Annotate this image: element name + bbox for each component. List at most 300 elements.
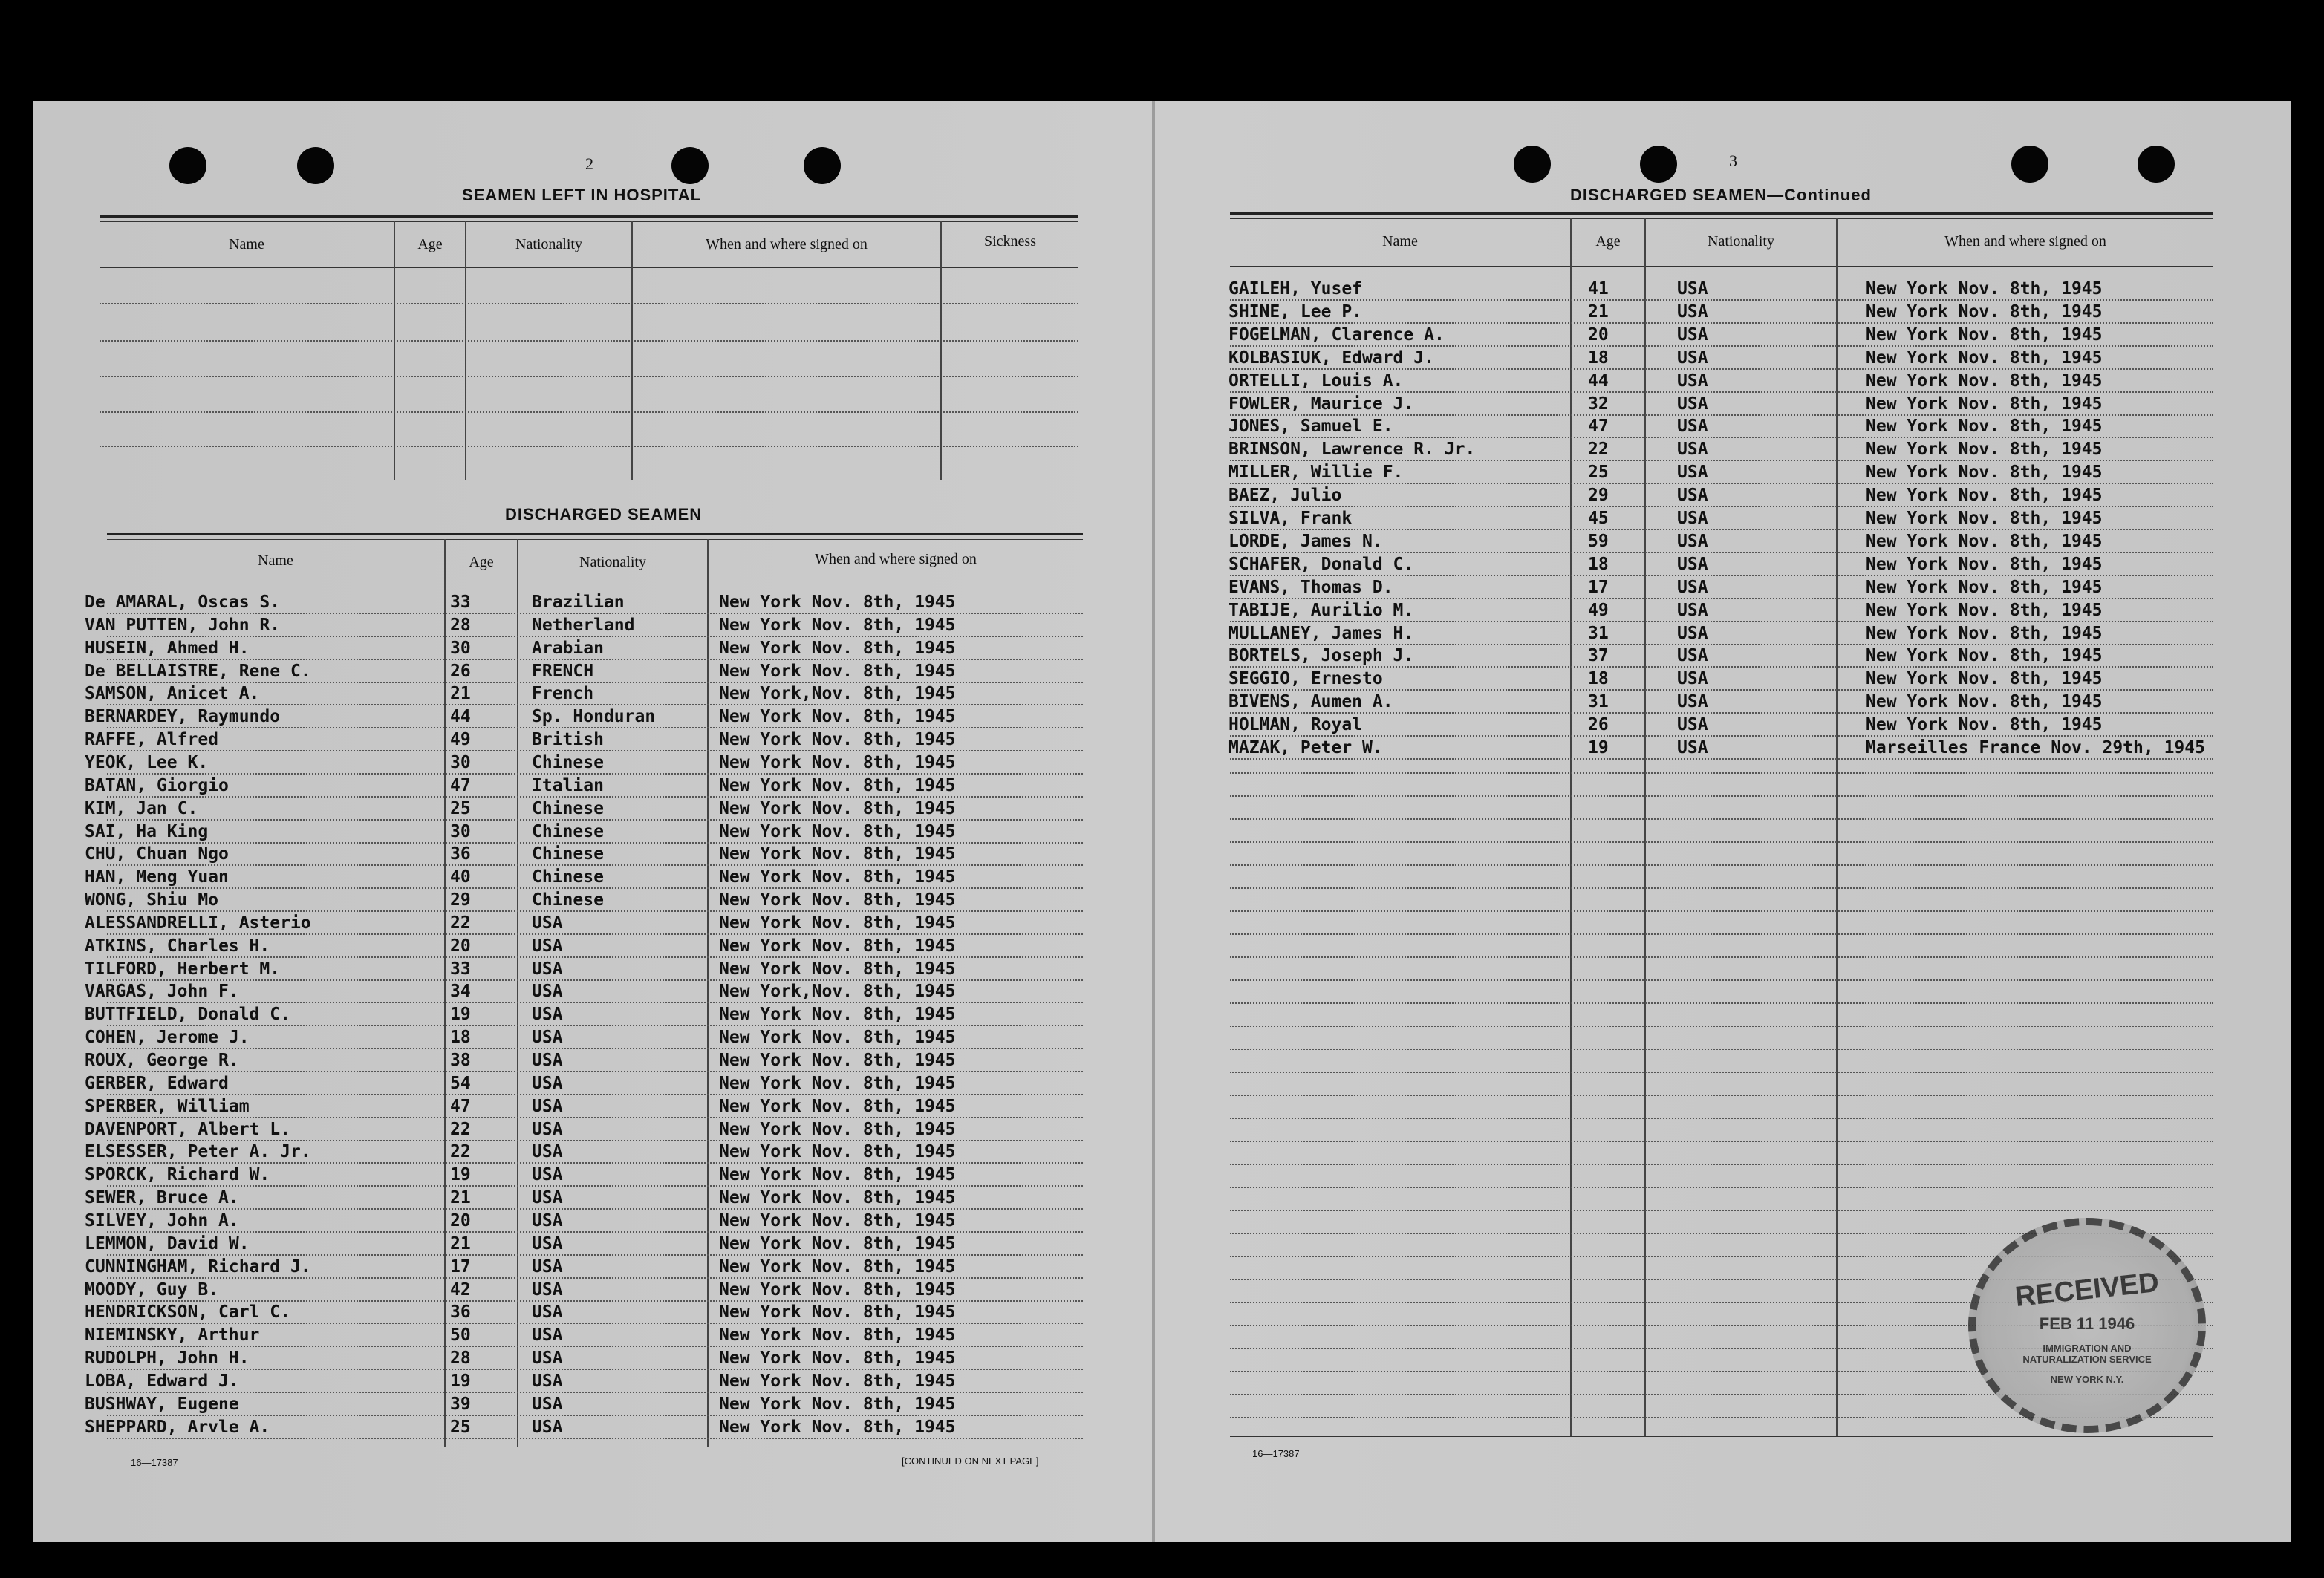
stamp-location: NEW YORK N.Y. <box>2050 1374 2124 1385</box>
discharged-col-divider <box>517 539 518 1447</box>
row-dotted-rule <box>1230 529 2213 530</box>
seaman-nationality: USA <box>1677 646 1708 666</box>
seaman-name: HAN, Meng Yuan <box>85 867 229 887</box>
hospital-table-top-rule <box>100 215 1078 218</box>
row-dotted-rule <box>107 1048 1083 1049</box>
row-dotted-rule <box>1230 345 2213 347</box>
seaman-name: ATKINS, Charles H. <box>85 936 270 956</box>
seaman-age: 30 <box>450 752 471 772</box>
form-number: 16—17387 <box>131 1457 178 1468</box>
continued-header-rule <box>1230 266 2213 267</box>
seaman-age: 40 <box>450 867 471 887</box>
hospital-table-top-rule-2 <box>100 221 1078 222</box>
seaman-signed-on: New York Nov. 8th, 1945 <box>719 867 956 887</box>
seaman-age: 49 <box>1588 600 1609 620</box>
seaman-age: 47 <box>450 1096 471 1116</box>
seaman-age: 38 <box>450 1051 471 1070</box>
seaman-name: VAN PUTTEN, John R. <box>85 615 281 635</box>
seaman-name: LEMMON, David W. <box>85 1233 250 1253</box>
seaman-age: 50 <box>450 1326 471 1346</box>
seaman-nationality: Netherland <box>532 615 635 635</box>
seaman-signed-on: New York Nov. 8th, 1945 <box>719 1051 956 1070</box>
continued-col-divider <box>1836 218 1838 1436</box>
seaman-age: 34 <box>450 982 471 1002</box>
row-dotted-rule <box>107 1071 1083 1072</box>
seaman-signed-on: New York Nov. 8th, 1945 <box>719 638 956 658</box>
seaman-nationality: USA <box>1677 554 1708 574</box>
blank-dotted-rule <box>1230 795 2213 797</box>
seaman-age: 54 <box>450 1073 471 1093</box>
seaman-age: 19 <box>450 1165 471 1185</box>
row-dotted-rule <box>1230 368 2213 370</box>
row-dotted-rule <box>107 636 1083 637</box>
seaman-name: SHEPPARD, Arvle A. <box>85 1417 270 1437</box>
hospital-col-divider <box>465 221 466 480</box>
seaman-name: SAMSON, Anicet A. <box>85 684 260 704</box>
seaman-name: De AMARAL, Oscas S. <box>85 593 281 612</box>
seaman-signed-on: New York Nov. 8th, 1945 <box>719 913 956 933</box>
row-dotted-rule <box>107 1117 1083 1118</box>
row-dotted-rule <box>107 1438 1083 1439</box>
seaman-signed-on: New York Nov. 8th, 1945 <box>719 1188 956 1208</box>
row-dotted-rule <box>107 887 1083 889</box>
continued-col-name: Name <box>1382 233 1418 250</box>
seaman-name: GERBER, Edward <box>85 1073 229 1093</box>
row-dotted-rule <box>1230 712 2213 714</box>
blank-dotted-rule <box>1230 864 2213 866</box>
seaman-nationality: Chinese <box>532 752 604 772</box>
seaman-name: SAI, Ha King <box>85 821 209 841</box>
continued-bottom-rule <box>1230 1436 2213 1437</box>
seaman-name: ORTELLI, Louis A. <box>1228 371 1404 391</box>
seaman-signed-on: New York Nov. 8th, 1945 <box>719 890 956 910</box>
seaman-nationality: USA <box>532 959 563 979</box>
row-dotted-rule <box>107 1025 1083 1026</box>
seaman-name: DAVENPORT, Albert L. <box>85 1119 290 1139</box>
seaman-nationality: USA <box>532 1051 563 1070</box>
seaman-nationality: USA <box>532 1256 563 1277</box>
seaman-signed-on: New York Nov. 8th, 1945 <box>1866 394 2103 414</box>
punch-hole <box>2011 146 2048 183</box>
row-dotted-rule <box>107 933 1083 935</box>
seaman-signed-on: New York Nov. 8th, 1945 <box>719 1302 956 1323</box>
seaman-name: SILVA, Frank <box>1228 509 1353 528</box>
seaman-nationality: USA <box>532 1073 563 1093</box>
punch-hole <box>169 147 206 184</box>
seaman-nationality: USA <box>532 1394 563 1414</box>
seaman-name: VARGAS, John F. <box>85 982 239 1002</box>
seaman-name: SEWER, Bruce A. <box>85 1188 239 1208</box>
punch-hole <box>1640 146 1677 183</box>
seaman-nationality: USA <box>532 913 563 933</box>
seaman-nationality: USA <box>532 1142 563 1162</box>
seaman-name: ALESSANDRELLI, Asterio <box>85 913 311 933</box>
seaman-nationality: Chinese <box>532 867 604 887</box>
seaman-nationality: French <box>532 684 594 704</box>
seaman-nationality: USA <box>532 1349 563 1369</box>
seaman-signed-on: New York Nov. 8th, 1945 <box>719 1417 956 1437</box>
row-dotted-rule <box>1230 758 2213 760</box>
seaman-age: 19 <box>1588 738 1609 757</box>
seaman-age: 20 <box>1588 325 1609 345</box>
blank-dotted-rule <box>1230 1141 2213 1142</box>
seaman-signed-on: New York Nov. 8th, 1945 <box>719 1256 956 1277</box>
seaman-signed-on: New York Nov. 8th, 1945 <box>719 1005 956 1025</box>
received-stamp <box>1968 1218 2206 1433</box>
row-dotted-rule <box>107 1140 1083 1141</box>
seaman-nationality: USA <box>532 1371 563 1391</box>
hospital-blank-line <box>100 340 1078 342</box>
row-dotted-rule <box>107 1346 1083 1347</box>
hospital-col-nationality: Nationality <box>515 236 582 252</box>
seaman-nationality: USA <box>532 1188 563 1208</box>
hospital-col-divider <box>940 221 942 480</box>
page-number: 3 <box>1729 151 1737 170</box>
seaman-signed-on: New York Nov. 8th, 1945 <box>719 1279 956 1300</box>
seaman-name: MAZAK, Peter W. <box>1228 738 1383 757</box>
seaman-signed-on: New York Nov. 8th, 1945 <box>719 615 956 635</box>
discharged-table-top-rule <box>107 533 1083 535</box>
row-dotted-rule <box>107 1415 1083 1416</box>
seaman-nationality: USA <box>532 1119 563 1139</box>
seaman-age: 33 <box>450 593 471 612</box>
seaman-name: HOLMAN, Royal <box>1228 715 1363 735</box>
seaman-age: 18 <box>1588 669 1609 689</box>
seaman-nationality: USA <box>1677 348 1708 368</box>
seaman-name: LORDE, James N. <box>1228 531 1383 551</box>
row-dotted-rule <box>1230 437 2213 438</box>
seaman-name: FOWLER, Maurice J. <box>1228 394 1414 414</box>
seaman-name: KIM, Jan C. <box>85 798 198 818</box>
seaman-name: KOLBASIUK, Edward J. <box>1228 348 1434 368</box>
page-number: 2 <box>585 154 593 173</box>
row-dotted-rule <box>107 1185 1083 1187</box>
row-dotted-rule <box>1230 735 2213 737</box>
seaman-name: NIEMINSKY, Arthur <box>85 1326 260 1346</box>
seaman-signed-on: New York Nov. 8th, 1945 <box>1866 669 2103 689</box>
seaman-age: 30 <box>450 638 471 658</box>
row-dotted-rule <box>107 659 1083 660</box>
seaman-name: HENDRICKSON, Carl C. <box>85 1302 290 1323</box>
row-dotted-rule <box>1230 575 2213 576</box>
row-dotted-rule <box>1230 621 2213 622</box>
seaman-name: SCHAFER, Donald C. <box>1228 554 1414 574</box>
punch-hole <box>804 147 841 184</box>
seaman-signed-on: New York Nov. 8th, 1945 <box>719 936 956 956</box>
seaman-age: 20 <box>450 936 471 956</box>
seaman-name: LOBA, Edward J. <box>85 1371 239 1391</box>
seaman-nationality: Arabian <box>532 638 604 658</box>
continued-section-title: DISCHARGED SEAMEN—Continued <box>1570 186 1872 204</box>
seaman-name: SEGGIO, Ernesto <box>1228 669 1383 689</box>
row-dotted-rule <box>1230 322 2213 324</box>
punch-hole <box>2138 146 2175 183</box>
seaman-age: 32 <box>1588 394 1609 414</box>
discharged-section-title: DISCHARGED SEAMEN <box>505 505 703 524</box>
seaman-signed-on: New York Nov. 8th, 1945 <box>719 1119 956 1139</box>
punch-hole <box>1514 146 1551 183</box>
seaman-age: 25 <box>450 1417 471 1437</box>
seaman-nationality: USA <box>1677 486 1708 506</box>
seaman-nationality: USA <box>532 1005 563 1025</box>
seaman-age: 36 <box>450 1302 471 1323</box>
seaman-name: CUNNINGHAM, Richard J. <box>85 1256 311 1277</box>
seaman-nationality: USA <box>532 1417 563 1437</box>
seaman-signed-on: New York,Nov. 8th, 1945 <box>719 982 956 1002</box>
discharged-table-top-rule-2 <box>107 539 1083 540</box>
seaman-nationality: USA <box>532 1233 563 1253</box>
seaman-nationality: USA <box>1677 440 1708 460</box>
seaman-name: BAEZ, Julio <box>1228 486 1342 506</box>
seaman-nationality: USA <box>532 1165 563 1185</box>
discharged-col-age: Age <box>469 554 494 570</box>
seaman-nationality: USA <box>532 1326 563 1346</box>
row-dotted-rule <box>107 1162 1083 1164</box>
row-dotted-rule <box>1230 666 2213 668</box>
seaman-age: 22 <box>1588 440 1609 460</box>
seaman-name: FOGELMAN, Clarence A. <box>1228 325 1445 345</box>
seaman-name: SHINE, Lee P. <box>1228 301 1363 322</box>
row-dotted-rule <box>107 773 1083 775</box>
seaman-nationality: Sp. Honduran <box>532 707 656 727</box>
seaman-signed-on: New York Nov. 8th, 1945 <box>719 1349 956 1369</box>
seaman-signed-on: New York Nov. 8th, 1945 <box>1866 715 2103 735</box>
seaman-signed-on: New York Nov. 8th, 1945 <box>719 1210 956 1230</box>
stamp-agency: IMMIGRATION AND NATURALIZATION SERVICE <box>2022 1343 2152 1365</box>
seaman-age: 21 <box>1588 301 1609 322</box>
seaman-age: 45 <box>1588 509 1609 528</box>
blank-dotted-rule <box>1230 1095 2213 1096</box>
seaman-nationality: FRENCH <box>532 661 594 681</box>
seaman-nationality: Italian <box>532 775 604 795</box>
seaman-age: 33 <box>450 959 471 979</box>
seaman-name: SILVEY, John A. <box>85 1210 239 1230</box>
blank-dotted-rule <box>1230 841 2213 843</box>
row-dotted-rule <box>107 796 1083 798</box>
seaman-age: 21 <box>450 684 471 704</box>
seaman-name: SPERBER, William <box>85 1096 250 1116</box>
seaman-age: 47 <box>1588 417 1609 437</box>
hospital-col-sickness: Sickness <box>984 233 1036 250</box>
seaman-age: 41 <box>1588 279 1609 299</box>
seaman-age: 59 <box>1588 531 1609 551</box>
seaman-nationality: USA <box>532 936 563 956</box>
seaman-signed-on: New York Nov. 8th, 1945 <box>719 1073 956 1093</box>
row-dotted-rule <box>107 1231 1083 1233</box>
hospital-blank-line <box>100 411 1078 413</box>
seaman-age: 28 <box>450 615 471 635</box>
seaman-nationality: USA <box>532 1096 563 1116</box>
seaman-name: JONES, Samuel E. <box>1228 417 1393 437</box>
seaman-age: 31 <box>1588 623 1609 643</box>
blank-dotted-rule <box>1230 1072 2213 1073</box>
hospital-col-name: Name <box>229 236 264 252</box>
seaman-name: BUTTFIELD, Donald C. <box>85 1005 290 1025</box>
seaman-age: 44 <box>450 707 471 727</box>
seaman-age: 37 <box>1588 646 1609 666</box>
seaman-nationality: USA <box>1677 371 1708 391</box>
continued-col-divider <box>1570 218 1572 1436</box>
row-dotted-rule <box>107 1002 1083 1003</box>
blank-dotted-rule <box>1230 1118 2213 1119</box>
seaman-signed-on: New York Nov. 8th, 1945 <box>719 1165 956 1185</box>
seaman-name: MOODY, Guy B. <box>85 1279 219 1300</box>
seaman-age: 17 <box>1588 577 1609 597</box>
blank-dotted-rule <box>1230 979 2213 981</box>
seaman-name: HUSEIN, Ahmed H. <box>85 638 250 658</box>
seaman-name: ELSESSER, Peter A. Jr. <box>85 1142 311 1162</box>
seaman-age: 22 <box>450 1119 471 1139</box>
row-dotted-rule <box>1230 598 2213 599</box>
seaman-signed-on: New York Nov. 8th, 1945 <box>719 707 956 727</box>
seaman-nationality: USA <box>1677 463 1708 483</box>
seaman-name: COHEN, Jerome J. <box>85 1028 250 1048</box>
continued-note: [CONTINUED ON NEXT PAGE] <box>902 1455 1039 1467</box>
row-dotted-rule <box>107 1392 1083 1393</box>
seaman-signed-on: New York Nov. 8th, 1945 <box>719 593 956 612</box>
row-dotted-rule <box>1230 414 2213 416</box>
continued-col-signed-on: When and where signed on <box>1944 233 2106 250</box>
row-dotted-rule <box>107 910 1083 912</box>
seaman-name: De BELLAISTRE, Rene C. <box>85 661 311 681</box>
seaman-name: BATAN, Giorgio <box>85 775 229 795</box>
seaman-age: 19 <box>450 1371 471 1391</box>
seaman-nationality: USA <box>532 982 563 1002</box>
seaman-nationality: USA <box>532 1279 563 1300</box>
seaman-signed-on: New York Nov. 8th, 1945 <box>1866 348 2103 368</box>
seaman-name: BIVENS, Aumen A. <box>1228 692 1393 712</box>
row-dotted-rule <box>1230 391 2213 393</box>
seaman-nationality: Brazilian <box>532 593 625 612</box>
seaman-name: SPORCK, Richard W. <box>85 1165 270 1185</box>
continued-col-nationality: Nationality <box>1708 233 1774 250</box>
seaman-signed-on: New York Nov. 8th, 1945 <box>1866 554 2103 574</box>
row-dotted-rule <box>107 750 1083 751</box>
hospital-section-title: SEAMEN LEFT IN HOSPITAL <box>462 186 702 204</box>
seaman-nationality: USA <box>1677 417 1708 437</box>
seaman-signed-on: New York Nov. 8th, 1945 <box>719 1096 956 1116</box>
seaman-nationality: USA <box>532 1302 563 1323</box>
blank-dotted-rule <box>1230 956 2213 958</box>
continued-table-top-rule <box>1230 212 2213 215</box>
seaman-nationality: USA <box>1677 301 1708 322</box>
blank-dotted-rule <box>1230 1049 2213 1050</box>
hospital-blank-line <box>100 376 1078 377</box>
seaman-signed-on: New York Nov. 8th, 1945 <box>1866 325 2103 345</box>
hospital-col-divider <box>631 221 633 480</box>
row-dotted-rule <box>1230 299 2213 301</box>
punch-hole <box>297 147 334 184</box>
row-dotted-rule <box>107 727 1083 728</box>
seaman-nationality: USA <box>1677 669 1708 689</box>
seaman-signed-on: New York Nov. 8th, 1945 <box>1866 463 2103 483</box>
hospital-col-divider <box>394 221 395 480</box>
seaman-signed-on: New York Nov. 8th, 1945 <box>719 1326 956 1346</box>
seaman-age: 39 <box>450 1394 471 1414</box>
hospital-col-signed-on: When and where signed on <box>706 236 868 252</box>
page-fold <box>1152 101 1155 1542</box>
seaman-age: 26 <box>450 661 471 681</box>
seaman-age: 25 <box>1588 463 1609 483</box>
seaman-name: GAILEH, Yusef <box>1228 279 1363 299</box>
seaman-nationality: Chinese <box>532 821 604 841</box>
form-number: 16—17387 <box>1252 1448 1300 1459</box>
seaman-signed-on: New York Nov. 8th, 1945 <box>719 1233 956 1253</box>
seaman-signed-on: New York Nov. 8th, 1945 <box>1866 371 2103 391</box>
seaman-nationality: USA <box>532 1210 563 1230</box>
seaman-nationality: USA <box>532 1028 563 1048</box>
seaman-name: WONG, Shiu Mo <box>85 890 219 910</box>
seaman-signed-on: New York Nov. 8th, 1945 <box>1866 417 2103 437</box>
row-dotted-rule <box>1230 552 2213 553</box>
seaman-age: 31 <box>1588 692 1609 712</box>
seaman-signed-on: New York Nov. 8th, 1945 <box>1866 600 2103 620</box>
seaman-name: BUSHWAY, Eugene <box>85 1394 239 1414</box>
seaman-age: 44 <box>1588 371 1609 391</box>
blank-dotted-rule <box>1230 1210 2213 1211</box>
row-dotted-rule <box>1230 644 2213 645</box>
row-dotted-rule <box>107 682 1083 683</box>
seaman-nationality: Chinese <box>532 890 604 910</box>
seaman-name: BERNARDEY, Raymundo <box>85 707 281 727</box>
seaman-nationality: USA <box>1677 531 1708 551</box>
seaman-age: 21 <box>450 1233 471 1253</box>
seaman-signed-on: New York Nov. 8th, 1945 <box>1866 646 2103 666</box>
blank-dotted-rule <box>1230 818 2213 820</box>
hospital-col-age: Age <box>417 236 443 252</box>
continued-table-top-rule-2 <box>1230 218 2213 219</box>
blank-dotted-rule <box>1230 772 2213 774</box>
stamp-received: RECEIVED <box>2014 1266 2161 1314</box>
seaman-nationality: USA <box>1677 279 1708 299</box>
hospital-header-rule <box>100 267 1078 268</box>
seaman-age: 17 <box>450 1256 471 1277</box>
seaman-signed-on: New York Nov. 8th, 1945 <box>1866 531 2103 551</box>
seaman-name: RAFFE, Alfred <box>85 730 219 750</box>
seaman-signed-on: Marseilles France Nov. 29th, 1945 <box>1866 738 2205 757</box>
seaman-signed-on: New York Nov. 8th, 1945 <box>719 798 956 818</box>
seaman-age: 20 <box>450 1210 471 1230</box>
seaman-age: 47 <box>450 775 471 795</box>
seaman-name: YEOK, Lee K. <box>85 752 209 772</box>
seaman-nationality: USA <box>1677 394 1708 414</box>
discharged-col-divider <box>707 539 709 1447</box>
row-dotted-rule <box>107 1208 1083 1210</box>
seaman-signed-on: New York Nov. 8th, 1945 <box>719 959 956 979</box>
seaman-nationality: USA <box>1677 623 1708 643</box>
seaman-name: EVANS, Thomas D. <box>1228 577 1393 597</box>
stamp-date: FEB 11 1946 <box>2039 1314 2135 1333</box>
continued-col-age: Age <box>1595 233 1621 250</box>
seaman-age: 21 <box>450 1188 471 1208</box>
seaman-nationality: USA <box>1677 715 1708 735</box>
row-dotted-rule <box>107 1094 1083 1095</box>
row-dotted-rule <box>1230 689 2213 691</box>
row-dotted-rule <box>107 613 1083 614</box>
seaman-signed-on: New York Nov. 8th, 1945 <box>1866 623 2103 643</box>
discharged-col-signed-on: When and where signed on <box>815 551 977 567</box>
seaman-nationality: Chinese <box>532 798 604 818</box>
seaman-nationality: Chinese <box>532 844 604 864</box>
seaman-signed-on: New York,Nov. 8th, 1945 <box>719 684 956 704</box>
seaman-signed-on: New York Nov. 8th, 1945 <box>1866 692 2103 712</box>
row-dotted-rule <box>107 864 1083 866</box>
seaman-age: 29 <box>450 890 471 910</box>
seaman-age: 28 <box>450 1349 471 1369</box>
row-dotted-rule <box>107 979 1083 981</box>
seaman-name: CHU, Chuan Ngo <box>85 844 229 864</box>
seaman-name: TILFORD, Herbert M. <box>85 959 281 979</box>
